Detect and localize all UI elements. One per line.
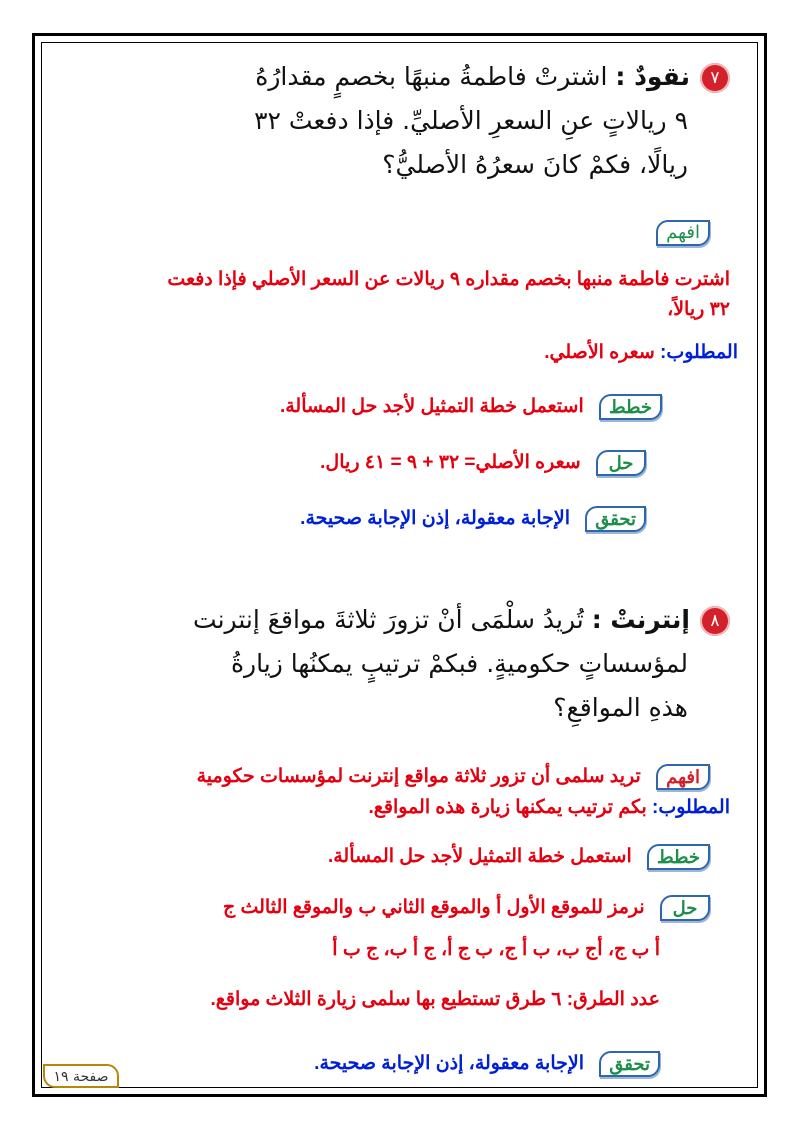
- plan-step: [328, 842, 710, 872]
- page-border-inner: [41, 42, 758, 1088]
- required-text: بكم ترتيب يمكنها زيارة هذه المواقع.: [368, 797, 647, 818]
- problem-keyword: إنترنتْ :: [591, 605, 690, 634]
- problem-7: [254, 55, 730, 187]
- count-text: عدد الطرق: ٦ طرق تستطيع بها سلمى زيارة الثلاث مواقع.: [210, 989, 660, 1010]
- plan-tag: خطط: [599, 394, 662, 420]
- check-step: [314, 1049, 660, 1079]
- plan-step: [280, 392, 662, 422]
- problem-8: [193, 598, 730, 730]
- required-label: المطلوب:: [660, 342, 738, 363]
- problem-text-line: اشترتْ فاطمةُ منبهًا بخصمٍ مقدارُهُ: [255, 62, 608, 91]
- solve-text: سعره الأصلي= ٣٢ + ٩ = ٤١ ريال.: [320, 452, 581, 473]
- required-line: [368, 793, 730, 823]
- check-text: الإجابة معقولة، إذن الإجابة صحيحة.: [314, 1053, 584, 1074]
- problem-number-badge: ٨: [700, 606, 730, 636]
- plan-text: استعمل خطة التمثيل لأجد حل المسألة.: [327, 846, 632, 867]
- understand-step: [646, 220, 710, 246]
- solve-tag: حل: [596, 450, 646, 476]
- understand-tag: افهم: [656, 220, 710, 246]
- check-tag: تحقق: [599, 1051, 660, 1077]
- problem-text-line: لمؤسساتٍ حكوميةٍ. فبكمْ ترتيبٍ يمكنُها زيارةُ: [230, 649, 688, 678]
- required-text: سعره الأصلي.: [544, 342, 655, 363]
- required-line: [544, 338, 738, 368]
- understand-step: [197, 762, 710, 792]
- check-text: الإجابة معقولة، إذن الإجابة صحيحة.: [300, 508, 570, 529]
- check-tag: تحقق: [585, 506, 646, 532]
- orders-list: أ ب ج، أج ب، ب أ ج، ب ج أ، ج أ ب، ج ب أ: [332, 939, 660, 960]
- solve-text: نرمز للموقع الأول أ والموقع الثاني ب والموقع الثالث ج: [222, 897, 645, 918]
- problem-text-line: تُريدُ سلْمَى أنْ تزورَ ثلاثةَ مواقعَ إنترنت: [193, 605, 584, 634]
- solve-tag: حل: [660, 895, 710, 921]
- problem-keyword: نقودٌ :: [615, 62, 690, 91]
- check-step: [300, 504, 646, 534]
- solve-step: [223, 893, 710, 923]
- required-label: المطلوب:: [652, 797, 730, 818]
- plan-text: استعمل خطة التمثيل لأجد حل المسألة.: [279, 396, 584, 417]
- page-number-badge: صفحة ١٩: [43, 1064, 119, 1088]
- understand-tag: افهم: [656, 764, 710, 790]
- problem-text-line: هذهِ المواقعِ؟: [553, 693, 688, 722]
- problem-text-line: ٩ ريالاتٍ عنِ السعرِ الأصليِّ. فإذا دفعتْ ٣٢: [254, 106, 688, 135]
- understand-text-line: ٣٢ ريالاً،: [667, 299, 730, 320]
- solve-step: [320, 448, 646, 478]
- problem-text-line: ريالًا، فكمْ كانَ سعرُهُ الأصليُّ؟: [382, 150, 688, 179]
- problem-number-badge: ٧: [700, 63, 730, 93]
- plan-tag: خطط: [647, 844, 710, 870]
- understand-text-line: اشترت فاطمة منبها بخصم مقداره ٩ ريالات عن السعر الأصلي فإذا دفعت: [167, 269, 730, 290]
- understand-text: تريد سلمى أن تزور ثلاثة مواقع إنترنت لمؤسسات حكومية: [196, 766, 641, 787]
